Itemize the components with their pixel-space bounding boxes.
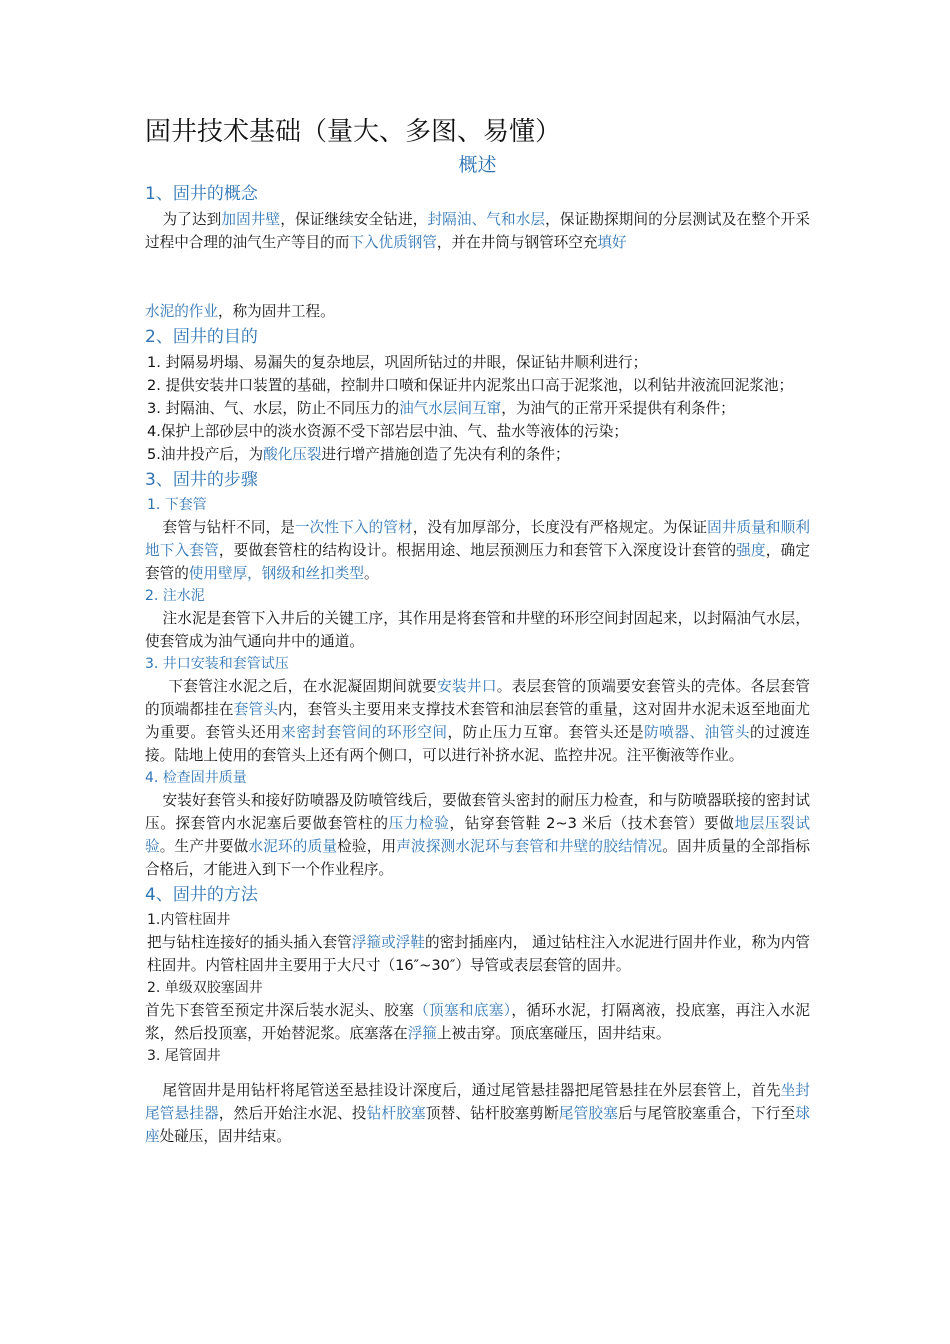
purpose-item-5: 5.油井投产后，为酸化压裂进行增产措施创造了先决有利的条件； [147,446,570,463]
page-title: 固井技术基础（量大、多图、易懂） [145,117,562,147]
method-liner-paragraph: 尾管固井是用钻杆将尾管送至悬挂设计深度后，通过尾管悬挂器把尾管悬挂在外层套管上，首先坐封尾管悬挂器，然后开始注水泥、投钻杆胶塞顶替、钻杆胶塞剪断尾管胶塞后与尾管胶塞重合，下行至球座处碰压，固井结束。 [145,1082,810,1145]
method-inner-string-paragraph: 把与钻柱连接好的插头插入套管浮箍或浮鞋的密封插座内， 通过钻柱注入水泥进行固井作业，称为内管柱固井。内管柱固井主要用于大尺寸（16″~30″）导管或表层套管的固井。 [147,934,810,974]
document-page [145,112,810,1148]
method-heading-liner: 3. 尾管固井 [147,1048,221,1064]
method-heading-inner-string: 1.内管柱固井 [147,912,231,928]
purpose-item-4: 4.保护上部砂层中的淡水资源不受下部岩层中油、气、盐水等液体的污染； [147,423,628,440]
method-heading-two-plug: 2. 单级双胶塞固井 [147,980,263,996]
step-wellhead-paragraph: 下套管注水泥之后，在水泥凝固期间就要安装井口。表层套管的顶端要安套管头的壳体。各层套管的顶端都挂在套管头内，套管头主要用来支撑技术套管和油层套管的重量，这对固井水泥未返至地面尤为重要。套管头还用来密封套管间的环形空间，防止压力互窜。套管头还是防喷器、油管头的过渡连接。陆地上使用的套管头上还有两个侧口，可以进行补挤水泥、监控井况。注平衡液等作业。 [145,678,810,764]
section-heading-steps: 3、固井的步骤 [145,470,258,490]
step-cementing-paragraph: 注水泥是套管下入井后的关键工序，其作用是将套管和井壁的环形空间封固起来，以封隔油气水层，使套管成为油气通向井中的通道。 [145,610,810,650]
purpose-item-1: 1. 封隔易坍塌、易漏失的复杂地层，巩固所钻过的井眼，保证钻井顺利进行； [147,354,648,371]
purpose-item-3: 3. 封隔油、气、水层，防止不同压力的油气水层间互窜，为油气的正常开采提供有利条件； [147,400,735,417]
concept-paragraph: 为了达到加固井壁，保证继续安全钻进，封隔油、气和水层，保证勘探期间的分层测试及在整个开采过程中合理的油气生产等目的而下入优质钢管，并在井筒与钢管环空充填好 [145,211,810,251]
purpose-item-2: 2. 提供安装井口装置的基础，控制井口喷和保证井内泥浆出口高于泥浆池，以利钻井液流回泥浆池； [147,377,794,394]
concept-paragraph-cont: 水泥的作业，称为固井工程。 [145,303,335,320]
step-heading-casing: 1. 下套管 [147,497,207,513]
step-casing-paragraph: 套管与钻杆不同，是一次性下入的管材，没有加厚部分，长度没有严格规定。为保证固井质量和顺利地下入套管，要做套管柱的结构设计。根据用途、地层预测压力和套管下入深度设计套管的强度，确定套管的使用壁厚，钢级和丝扣类型。 [145,519,810,582]
step-heading-wellhead: 3. 井口安装和套管试压 [145,656,289,672]
section-heading-purpose: 2、固井的目的 [145,327,258,347]
step-heading-quality: 4. 检查固井质量 [145,770,247,786]
section-heading-concept: 1、固井的概念 [145,184,258,204]
section-heading-methods: 4、固井的方法 [145,885,258,905]
method-two-plug-paragraph: 首先下套管至预定井深后装水泥头、胶塞（顶塞和底塞），循环水泥，打隔离液，投底塞，再注入水泥浆，然后投顶塞，开始替泥浆。底塞落在浮箍上被击穿。顶底塞碰压，固井结束。 [145,1002,810,1042]
step-quality-paragraph: 安装好套管头和接好防喷器及防喷管线后，要做套管头密封的耐压力检查，和与防喷器联接的密封试压。探套管内水泥塞后要做套管柱的压力检验，钻穿套管鞋 2~3 米后（技术套管）要做地层压裂试验。生产井要做水泥环的质量检验，用声波探测水泥环与套管和井壁的胶结情况。固井质量的全部指标合格后，才能进入到下一个作业程序。 [145,792,810,878]
step-heading-cementing: 2. 注水泥 [145,588,205,604]
subtitle: 概述 [458,154,497,176]
